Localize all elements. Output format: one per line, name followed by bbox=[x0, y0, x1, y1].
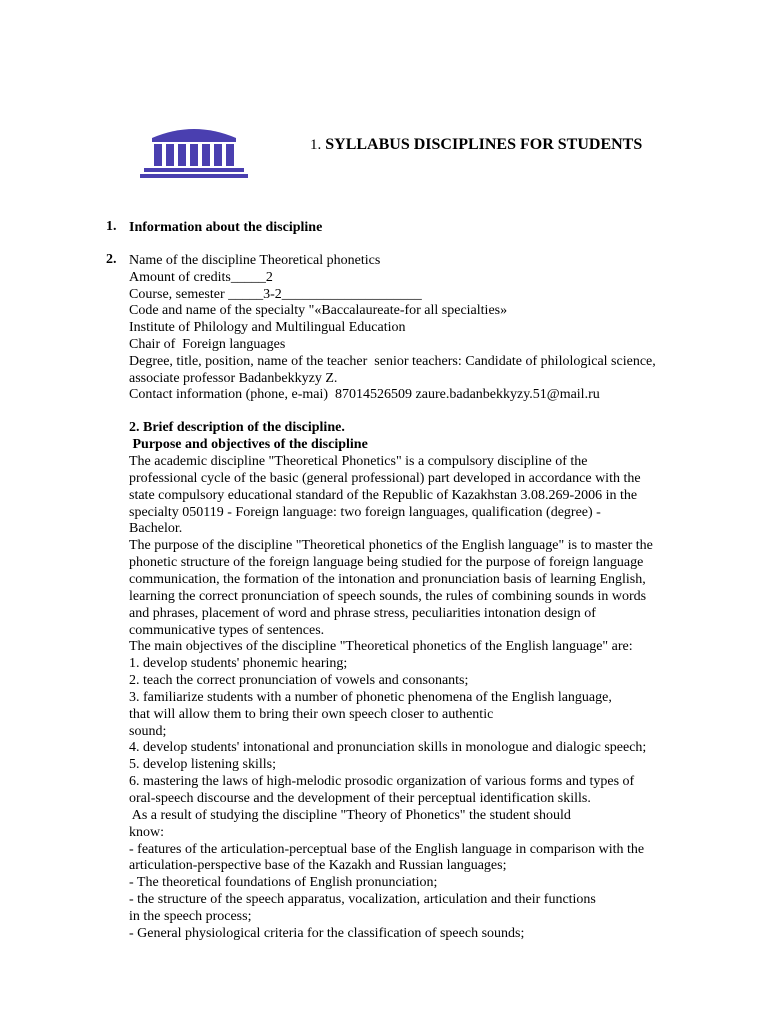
university-logo bbox=[138, 124, 250, 180]
text-line: The academic discipline "Theoretical Phonetics" is a compulsory discipline of the bbox=[129, 454, 588, 469]
text-line: know: bbox=[129, 824, 164, 840]
text-line: Institute of Philology and Multilingual Education bbox=[129, 320, 406, 336]
purpose-heading: Purpose and objectives of the discipline bbox=[129, 437, 368, 452]
text-line: 1. develop students' phonemic hearing; bbox=[129, 656, 348, 672]
text-line: phonetic structure of the foreign language being studied for the purpose of foreign language bbox=[129, 555, 644, 571]
text-line: - features of the articulation-perceptual base of the English language in comparison with the bbox=[129, 841, 645, 857]
text-line: communicative types of sentences. bbox=[129, 622, 325, 638]
text-line: Contact information (phone, e-mai) 87014526509 zaure.badanbekkyzy.51@mail.ru bbox=[129, 387, 600, 403]
text-line: The purpose of the discipline "Theoretical phonetics of the English language" is to master the bbox=[129, 538, 653, 554]
text-line: associate professor Badanbekkyzy Z. bbox=[129, 370, 338, 386]
section-1-heading: Information about the discipline bbox=[129, 220, 323, 235]
title-text: SYLLABUS DISCIPLINES FOR STUDENTS bbox=[325, 136, 643, 153]
text-line: - the structure of the speech apparatus, vocalization, articulation and their functions bbox=[129, 892, 596, 908]
text-line: Course, semester _____3-2____________________ bbox=[129, 286, 422, 302]
text-line: sound; bbox=[129, 723, 167, 739]
section-1-number: 1. bbox=[106, 219, 117, 234]
text-line: that will allow them to bring their own speech closer to authentic bbox=[129, 706, 494, 722]
brief-heading: 2. Brief description of the discipline. bbox=[129, 420, 345, 435]
text-line: specialty 050119 - Foreign language: two foreign languages, qualification (degree) - bbox=[129, 504, 601, 520]
text-line: communication, the formation of the intonation and pronunciation basis of learning English, bbox=[129, 571, 646, 587]
text-line: Amount of credits_____2 bbox=[129, 269, 273, 285]
text-line: 3. familiarize students with a number of phonetic phenomena of the English language, bbox=[129, 689, 612, 705]
text-line: and phrases, placement of word and phrase stress, peculiarities intonation design of bbox=[129, 605, 596, 621]
text-line: Degree, title, position, name of the teacher senior teachers: Candidate of philological science, bbox=[129, 353, 656, 369]
text-line: The main objectives of the discipline "Theoretical phonetics of the English language" are: bbox=[129, 639, 633, 655]
page-title bbox=[310, 136, 642, 154]
title-number: 1. bbox=[310, 137, 322, 153]
text-line: Code and name of the specialty "«Baccalaureate-for all specialties» bbox=[129, 303, 508, 319]
text-line: Chair of Foreign languages bbox=[129, 337, 286, 352]
text-line: 2. teach the correct pronunciation of vowels and consonants; bbox=[129, 673, 469, 689]
text-line: oral-speech discourse and the development of their perceptual identification skills. bbox=[129, 791, 591, 806]
text-line: 6. mastering the laws of high-melodic prosodic organization of various forms and types of bbox=[129, 774, 635, 790]
text-line: professional cycle of the basic (general professional) part developed in accordance with the bbox=[129, 470, 641, 486]
text-line: state compulsory educational standard of the Republic of Kazakhstan 3.08.269-2006 in the bbox=[129, 487, 638, 503]
text-line: As a result of studying the discipline "Theory of Phonetics" the student should bbox=[129, 807, 571, 823]
text-line: learning the correct pronunciation of speech sounds, the rules of combining sounds in words bbox=[129, 588, 647, 604]
text-line: Bachelor. bbox=[129, 521, 183, 537]
text-line: 4. develop students' intonational and pronunciation skills in monologue and dialogic speech; bbox=[129, 740, 647, 756]
text-line: - General physiological criteria for the classification of speech sounds; bbox=[129, 925, 525, 941]
abai-university-logo-icon bbox=[138, 124, 250, 180]
text-line: in the speech process; bbox=[129, 908, 252, 924]
text-line: 5. develop listening skills; bbox=[129, 757, 276, 773]
text-line: Name of the discipline Theoretical phonetics bbox=[129, 253, 381, 268]
section-2-number: 2. bbox=[106, 252, 117, 267]
text-line: articulation-perspective base of the Kazakh and Russian languages; bbox=[129, 858, 507, 874]
text-line: - The theoretical foundations of English pronunciation; bbox=[129, 875, 438, 891]
